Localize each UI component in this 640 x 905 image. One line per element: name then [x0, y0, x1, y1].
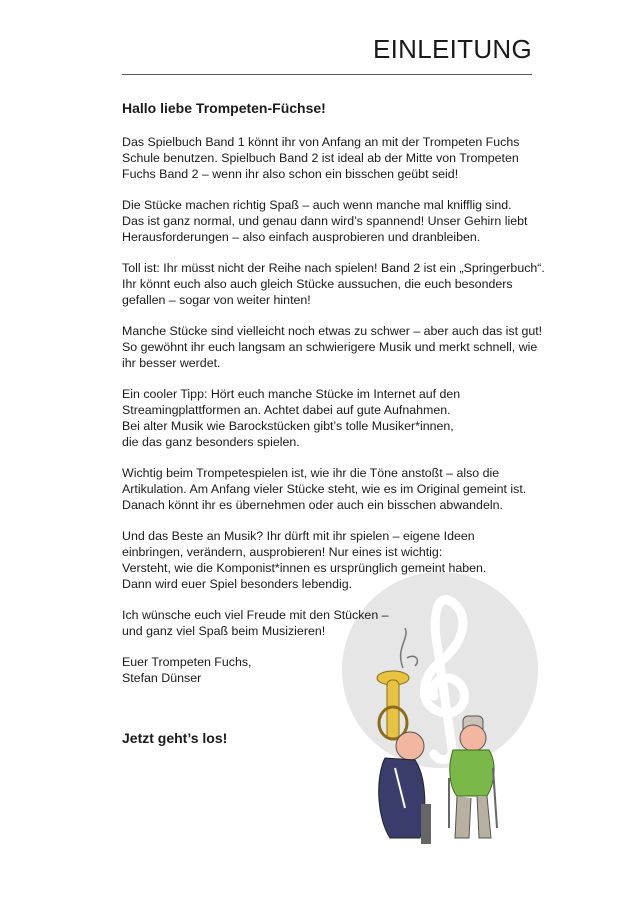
- signoff-line: Euer Trompeten Fuchs,: [122, 655, 252, 669]
- text-line: Fuchs Band 2 – wenn ihr also schon ein bisschen geübt seid!: [122, 167, 459, 181]
- text-line: Danach könnt ihr es übernehmen oder auch ein bisschen abwandeln.: [122, 498, 503, 512]
- text-line: Bei alter Musik wie Barockstücken gibt’s tolle Musiker*innen,: [122, 419, 454, 433]
- text-line: Ihr könnt euch also auch gleich Stücke aussuchen, die euch besonders: [122, 277, 513, 291]
- paragraph-2: [122, 197, 542, 245]
- text-line: Das ist ganz normal, und genau dann wird’s spannend! Unser Gehirn liebt: [122, 214, 528, 228]
- text-line: die das ganz besonders spielen.: [122, 435, 300, 449]
- text-line: Toll ist: Ihr müsst nicht der Reihe nach spielen! Band 2 ist ein „Springerbuch“.: [122, 261, 545, 275]
- text-line: Wichtig beim Trompetespielen ist, wie ihr die Töne anstoßt – also die: [122, 466, 500, 480]
- author-name: Stefan Dünser: [122, 671, 202, 685]
- paragraph-6: [122, 465, 542, 513]
- text-line: Manche Stücke sind vielleicht noch etwas zu schwer – aber auch das ist gut!: [122, 324, 543, 338]
- text-line: Das Spielbuch Band 1 könnt ihr von Anfang an mit der Trompeten Fuchs: [122, 135, 520, 149]
- signoff: [122, 654, 542, 686]
- closing-line: Jetzt geht’s los!: [122, 730, 228, 746]
- text-line: Versteht, wie die Komponist*innen es ursprünglich gemeint haben.: [122, 561, 487, 575]
- header-rule: [122, 74, 532, 75]
- page-header: [122, 30, 532, 75]
- page-title: EINLEITUNG: [372, 34, 532, 64]
- text-line: Artikulation. Am Anfang vieler Stücke steht, wie es im Original gemeint ist.: [122, 482, 527, 496]
- text-line: Dann wird euer Spiel besonders lebendig.: [122, 577, 353, 591]
- paragraph-5: [122, 386, 542, 450]
- text-line: einbringen, verändern, ausprobieren! Nur eines ist wichtig:: [122, 545, 443, 559]
- text-line: Die Stücke machen richtig Spaß – auch wenn manche mal knifflig sind.: [122, 198, 512, 212]
- text-line: Ein cooler Tipp: Hört euch manche Stücke im Internet auf den: [122, 387, 461, 401]
- text-line: Schule benutzen. Spielbuch Band 2 ist ideal ab der Mitte von Trompeten: [122, 151, 519, 165]
- paragraph-4: [122, 323, 542, 371]
- paragraph-1: [122, 134, 542, 182]
- text-line: Herausforderungen – also einfach ausprobieren und dranbleiben.: [122, 230, 481, 244]
- main-content: [122, 100, 545, 760]
- text-line: Ich wünsche euch viel Freude mit den Stücken –: [122, 608, 389, 622]
- greeting-heading: Hallo liebe Trompeten-Füchse!: [122, 100, 326, 116]
- text-line: ihr besser werdet.: [122, 356, 221, 370]
- text-line: und ganz viel Spaß beim Musizieren!: [122, 624, 326, 638]
- text-line: Und das Beste an Musik? Ihr dürft mit ihr spielen – eigene Ideen: [122, 529, 475, 543]
- paragraph-3: [122, 260, 545, 308]
- text-line: Streamingplattformen an. Achtet dabei auf gute Aufnahmen.: [122, 403, 451, 417]
- text-line: So gewöhnt ihr euch langsam an schwierigere Musik und merkt schnell, wie: [122, 340, 538, 354]
- paragraph-8: [122, 607, 542, 639]
- text-line: gefallen – sogar von weiter hinten!: [122, 293, 311, 307]
- paragraph-7: [122, 528, 542, 592]
